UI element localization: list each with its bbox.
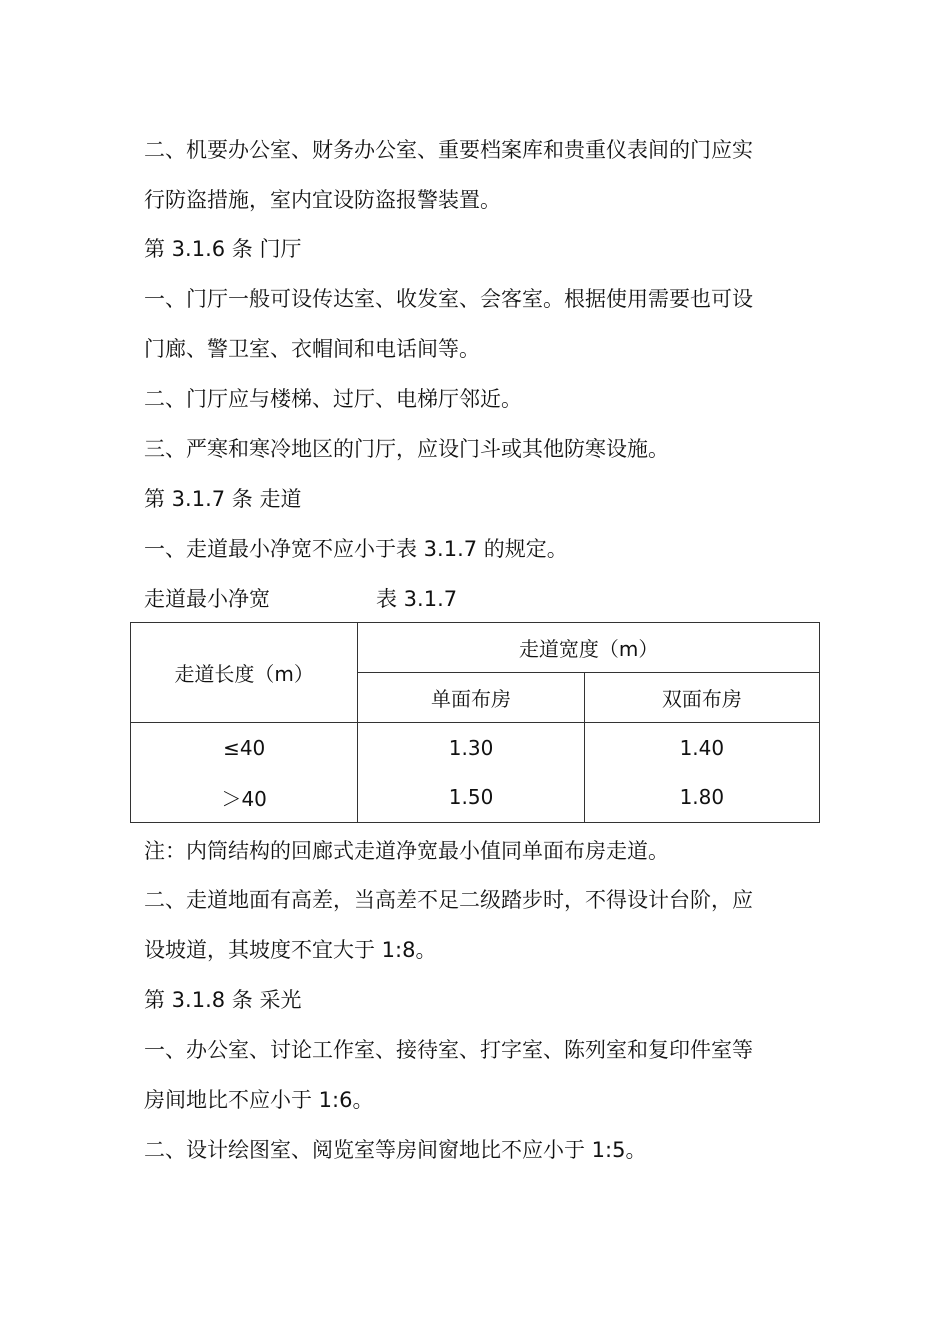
cell-length: ≤40: [131, 723, 358, 773]
table-header-row: [131, 623, 820, 673]
paragraph-corridor-2: 二、走道地面有高差，当高差不足二级踏步时，不得设计台阶，应: [144, 888, 753, 912]
corridor-width-table: [130, 622, 820, 823]
paragraph-lighting-2: 房间地比不应小于 1:6。: [144, 1088, 374, 1112]
cell-double: 1.80: [584, 772, 819, 823]
paragraph-corridor-3: 设坡道，其坡度不宜大于 1:8。: [144, 938, 437, 962]
cell-length: ＞40: [131, 772, 358, 823]
table-caption-title: 走道最小净宽: [144, 587, 270, 611]
table-caption-number: 表 3.1.7: [376, 587, 458, 611]
paragraph-lobby-2: 门廊、警卫室、衣帽间和电话间等。: [144, 337, 480, 361]
section-heading-3-1-6: 第 3.1.6 条 门厅: [144, 237, 302, 261]
section-heading-3-1-8: 第 3.1.8 条 采光: [144, 988, 302, 1012]
section-heading-3-1-7: 第 3.1.7 条 走道: [144, 487, 302, 511]
paragraph-anti-theft-2: 行防盗措施，室内宜设防盗报警装置。: [144, 188, 501, 212]
paragraph-lighting-1: 一、办公室、讨论工作室、接待室、打字室、陈列室和复印件室等: [144, 1038, 753, 1062]
table-note: 注：内筒结构的回廊式走道净宽最小值同单面布房走道。: [144, 839, 669, 863]
cell-single: 1.50: [358, 772, 584, 823]
header-corridor-length: 走道长度（m）: [131, 623, 358, 723]
cell-double: 1.40: [584, 723, 819, 773]
table-row: [131, 723, 820, 773]
paragraph-corridor-1: 一、走道最小净宽不应小于表 3.1.7 的规定。: [144, 537, 568, 561]
paragraph-anti-theft-1: 二、机要办公室、财务办公室、重要档案库和贵重仪表间的门应实: [144, 138, 753, 162]
paragraph-lighting-3: 二、设计绘图室、阅览室等房间窗地比不应小于 1:5。: [144, 1138, 647, 1162]
paragraph-lobby-3: 二、门厅应与楼梯、过厅、电梯厅邻近。: [144, 387, 522, 411]
header-single-side: 单面布房: [358, 673, 584, 723]
header-corridor-width: 走道宽度（m）: [358, 623, 820, 673]
table-row: [131, 772, 820, 823]
paragraph-lobby-1: 一、门厅一般可设传达室、收发室、会客室。根据使用需要也可设: [144, 287, 753, 311]
cell-single: 1.30: [358, 723, 584, 773]
header-double-side: 双面布房: [584, 673, 819, 723]
paragraph-lobby-4: 三、严寒和寒冷地区的门厅，应设门斗或其他防寒设施。: [144, 437, 669, 461]
